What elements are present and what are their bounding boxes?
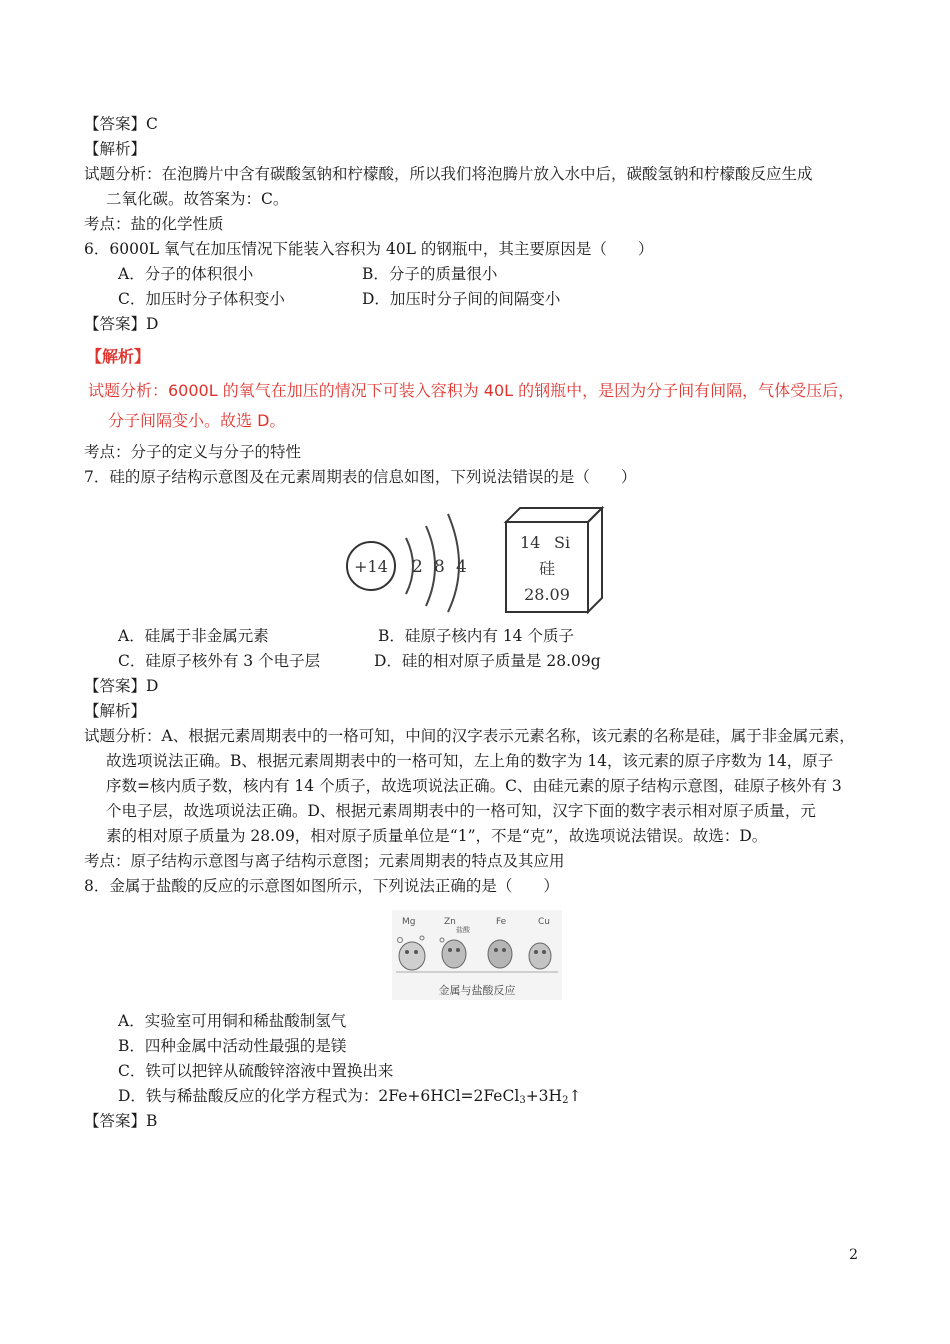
key-point-q7: 考点：原子结构示意图与离子结构示意图；元素周期表的特点及其应用 xyxy=(84,852,565,870)
analysis-text-q6-line2: 分子间隔变小。故选 D。 xyxy=(108,411,286,430)
analysis-text-q5-line1: 试题分析：在泡腾片中含有碳酸氢钠和柠檬酸，所以我们将泡腾片放入水中后，碳酸氢钠和柠檬酸反应生成 xyxy=(84,165,813,183)
analysis-heading-q7: 【解析】 xyxy=(84,702,147,720)
answer-q5: 【答案】C xyxy=(84,115,158,133)
metal-label-cu: Cu xyxy=(538,917,550,927)
metal-figure-cu xyxy=(529,943,551,969)
answer-q8: 【答案】B xyxy=(84,1112,158,1130)
key-point-q6: 考点：分子的定义与分子的特性 xyxy=(84,443,302,461)
shell-count-1: 2 xyxy=(412,557,423,577)
analysis-text-q7-line5: 素的相对原子质量为 28.09，相对原子质量单位是“1”，不是“克”，故选项说法错误。故选：D。 xyxy=(106,827,768,845)
q6-option-a: A．分子的体积很小 xyxy=(118,265,254,283)
answer-q7: 【答案】D xyxy=(84,677,159,695)
q8-option-b: B．四种金属中活动性最强的是镁 xyxy=(118,1037,347,1055)
q8-option-d-mid: +3H xyxy=(525,1087,563,1105)
shell-count-3: 4 xyxy=(456,557,467,577)
analysis-heading-q6: 【解析】 xyxy=(86,347,151,366)
q8-option-d xyxy=(118,1085,581,1112)
q7-option-b: B．硅原子核内有 14 个质子 xyxy=(378,627,574,645)
q8-option-d-arrow: ↑ xyxy=(568,1087,582,1105)
q8-option-d-sub1: 3 xyxy=(519,1095,526,1106)
answer-q6: 【答案】D xyxy=(84,315,159,333)
metal-label-fe: Fe xyxy=(496,917,507,927)
atomic-number: 14 xyxy=(520,533,541,552)
q8-option-d-sub2: 2 xyxy=(562,1095,569,1106)
q8-option-a: A．实验室可用铜和稀盐酸制氢气 xyxy=(118,1012,347,1030)
key-point-q5: 考点：盐的化学性质 xyxy=(84,215,224,233)
atomic-mass: 28.09 xyxy=(524,585,570,604)
q7-option-a: A．硅属于非金属元素 xyxy=(118,627,269,645)
element-symbol: Si xyxy=(554,533,571,552)
analysis-text-q7-line2: 故选项说法正确。B、根据元素周期表中的一格可知，左上角的数字为 14，该元素的原子序数为 14，原子 xyxy=(106,752,834,770)
metal-label-mg: Mg xyxy=(402,917,416,927)
nucleus-charge: +14 xyxy=(354,557,388,576)
metals-acid-figure xyxy=(392,910,562,1000)
figure-caption: 金属与盐酸反应 xyxy=(438,984,516,997)
question-8: 8．金属于盐酸的反应的示意图如图所示，下列说法正确的是（ ） xyxy=(84,877,559,895)
acid-label: 盐酸 xyxy=(456,926,470,934)
element-name: 硅 xyxy=(538,559,556,578)
q7-option-d: D．硅的相对原子质量是 28.09g xyxy=(374,652,601,670)
q6-option-d: D．加压时分子间的间隔变小 xyxy=(362,290,561,308)
analysis-text-q7-line1: 试题分析：A、根据元素周期表中的一格可知，中间的汉字表示元素名称，该元素的名称是硅，属于非金属元素， xyxy=(84,727,855,745)
analysis-heading-q5: 【解析】 xyxy=(84,140,147,158)
q6-option-c: C．加压时分子体积变小 xyxy=(118,290,285,308)
analysis-text-q6-line1: 试题分析：6000L 的氧气在加压的情况下可装入容积为 40L 的钢瓶中，是因为分子间有间隔，气体受压后， xyxy=(88,381,855,400)
q8-option-c: C．铁可以把锌从硫酸锌溶液中置换出来 xyxy=(118,1062,394,1080)
page-number: 2 xyxy=(849,1247,858,1263)
metal-label-zn: Zn xyxy=(444,917,456,927)
question-7: 7．硅的原子结构示意图及在元素周期表的信息如图，下列说法错误的是（ ） xyxy=(84,468,637,486)
silicon-figure xyxy=(340,502,610,614)
shell-count-2: 8 xyxy=(434,557,445,577)
analysis-text-q7-line4: 个电子层，故选项说法正确。D、根据元素周期表中的一格可知，汉字下面的数字表示相对原子质量，元 xyxy=(106,802,816,820)
q7-option-c: C．硅原子核外有 3 个电子层 xyxy=(118,652,321,670)
metal-figure-fe xyxy=(488,940,512,968)
q6-option-b: B．分子的质量很小 xyxy=(362,265,498,283)
analysis-text-q7-line3: 序数=核内质子数，核内有 14 个质子，故选项说法正确。C、由硅元素的原子结构示意图，硅原子核外有 3 xyxy=(106,777,842,795)
question-6: 6．6000L 氧气在加压情况下能装入容积为 40L 的钢瓶中，其主要原因是（ ） xyxy=(84,240,654,258)
q8-option-d-text: D．铁与稀盐酸反应的化学方程式为：2Fe+6HCl=2FeCl xyxy=(118,1087,520,1105)
analysis-text-q5-line2: 二氧化碳。故答案为：C。 xyxy=(106,190,289,208)
